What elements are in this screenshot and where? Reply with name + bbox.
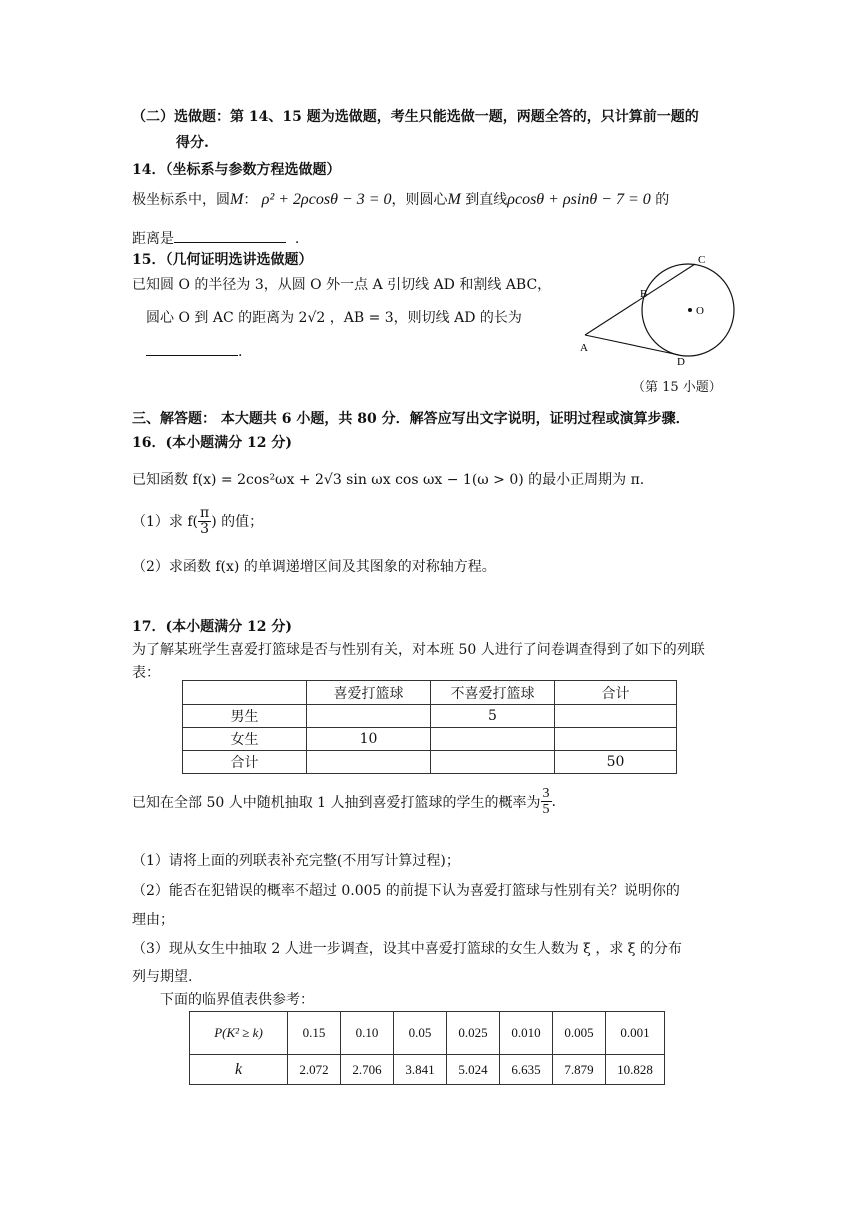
q15-line1: 已知圆 O 的半径为 3，从圆 O 外一点 A 引切线 AD 和割线 ABC， [132, 277, 552, 293]
table-cell [307, 705, 431, 728]
table-row [183, 705, 677, 728]
contingency-table [182, 680, 677, 774]
table-cell: 50 [555, 751, 677, 774]
answer-blank [174, 228, 286, 243]
table-cell: 男生 [183, 705, 307, 728]
q14-stem: 极坐标系中，圆M： ρ² + 2ρcosθ − 3 = 0，则圆心M 到直线ρcosθ + ρsinθ − 7 = 0 的 [132, 191, 670, 208]
q17-intro: 为了解某班学生喜爱打篮球是否与性别有关，对本班 50 人进行了问卷调查得到了如下的列联 [132, 642, 705, 658]
table-row-label: k [190, 1055, 288, 1085]
table-cell: 0.005 [553, 1012, 606, 1055]
table-cell [307, 751, 431, 774]
section-optional-heading-cont: 得分. [176, 135, 209, 151]
q15-figure-caption: （第 15 小题） [632, 380, 722, 395]
label-c: C [698, 254, 706, 266]
table-header: 合计 [555, 681, 677, 705]
section-answer-heading: 三、解答题： 本大题共 6 小题，共 80 分．解答应写出文字说明，证明过程或演算步骤． [132, 411, 690, 427]
table-cell: 女生 [183, 728, 307, 751]
table-row [190, 1055, 665, 1085]
q17-probability: 已知在全部 50 人中随机抽取 1 人抽到喜爱打篮球的学生的概率为 $\frac{3}{5}$ . [132, 786, 556, 818]
table-cell [555, 705, 677, 728]
table-cell: 0.001 [606, 1012, 665, 1055]
center-point [688, 308, 692, 312]
table-cell: 0.025 [447, 1012, 500, 1055]
q17-part2: （2）能否在犯错误的概率不超过 0.005 的前提下认为喜爱打篮球与性别有关？说明你的 [132, 883, 680, 899]
answer-blank [146, 341, 238, 356]
critical-value-table [189, 1011, 665, 1085]
table-cell: 10.828 [606, 1055, 665, 1085]
label-d: D [677, 356, 685, 368]
table-cell: 2.706 [341, 1055, 394, 1085]
table-cell: 10 [307, 728, 431, 751]
q17-part3: （3）现从女生中抽取 2 人进一步调查，设其中喜爱打篮球的女生人数为 ξ ，求 ξ 的分布 [132, 941, 682, 957]
q16-title: 16．(本小题满分 12 分) [132, 435, 292, 451]
q14-answer-line: 距离是 . [132, 228, 299, 248]
q15-geometry-figure [576, 250, 746, 370]
q17-title: 17．(本小题满分 12 分) [132, 619, 292, 635]
q17-part3-cont: 列与期望. [132, 969, 193, 985]
table-header-row [183, 681, 677, 705]
table-cell [183, 681, 307, 705]
label-a: A [580, 342, 588, 354]
q14-line-equation: ρcosθ + ρsinθ − 7 = 0 [507, 191, 651, 208]
table-row [183, 751, 677, 774]
q16-part1: （1）求 f( $\frac{\pi}{3}$ ) 的值； [132, 505, 264, 538]
table-cell: 6.635 [500, 1055, 553, 1085]
table-cell: 5.024 [447, 1055, 500, 1085]
tangent-ad [585, 335, 679, 355]
table-cell: 3.841 [394, 1055, 447, 1085]
table-cell: 5 [431, 705, 555, 728]
q17-part1: （1）请将上面的列联表补充完整(不用写计算过程)； [132, 853, 460, 869]
q17-intro-cont: 表： [132, 665, 160, 681]
table-row-label: P(K² ≥ k) [190, 1012, 288, 1055]
q17-reference-note: 下面的临界值表供参考： [160, 992, 314, 1008]
table-cell: 0.05 [394, 1012, 447, 1055]
q15-line2: 圆心 O 到 AC 的距离为 2√2 ，AB = 3，则切线 AD 的长为 [146, 310, 522, 326]
q16-part2: （2）求函数 f(x) 的单调递增区间及其图象的对称轴方程。 [132, 559, 496, 575]
q14-circle-equation: ρ² + 2ρcosθ − 3 = 0 [261, 191, 392, 208]
table-cell: 0.10 [341, 1012, 394, 1055]
q16-stem: 已知函数 f(x) = 2cos²ωx + 2√3 sin ωx cos ωx − 1(ω > 0) 的最小正周期为 π. [132, 472, 645, 488]
table-cell: 0.010 [500, 1012, 553, 1055]
section-optional-heading: （二）选做题：第 14、15 题为选做题，考生只能选做一题，两题全答的，只计算前一题的 [132, 109, 699, 125]
table-cell: 0.15 [288, 1012, 341, 1055]
label-b: B [640, 288, 648, 300]
table-header: 喜爱打篮球 [307, 681, 431, 705]
label-o: O [696, 305, 704, 317]
table-cell [555, 728, 677, 751]
q17-part2-cont: 理由； [132, 912, 174, 928]
table-cell: 2.072 [288, 1055, 341, 1085]
q15-answer-line: . [146, 341, 242, 360]
q15-title: 15．（几何证明选讲选做题） [132, 252, 313, 268]
table-cell: 合计 [183, 751, 307, 774]
table-cell: 7.879 [553, 1055, 606, 1085]
table-cell [431, 751, 555, 774]
table-row [183, 728, 677, 751]
table-row [190, 1012, 665, 1055]
q14-title: 14．（坐标系与参数方程选做题） [132, 162, 341, 178]
table-header: 不喜爱打篮球 [431, 681, 555, 705]
table-cell [431, 728, 555, 751]
